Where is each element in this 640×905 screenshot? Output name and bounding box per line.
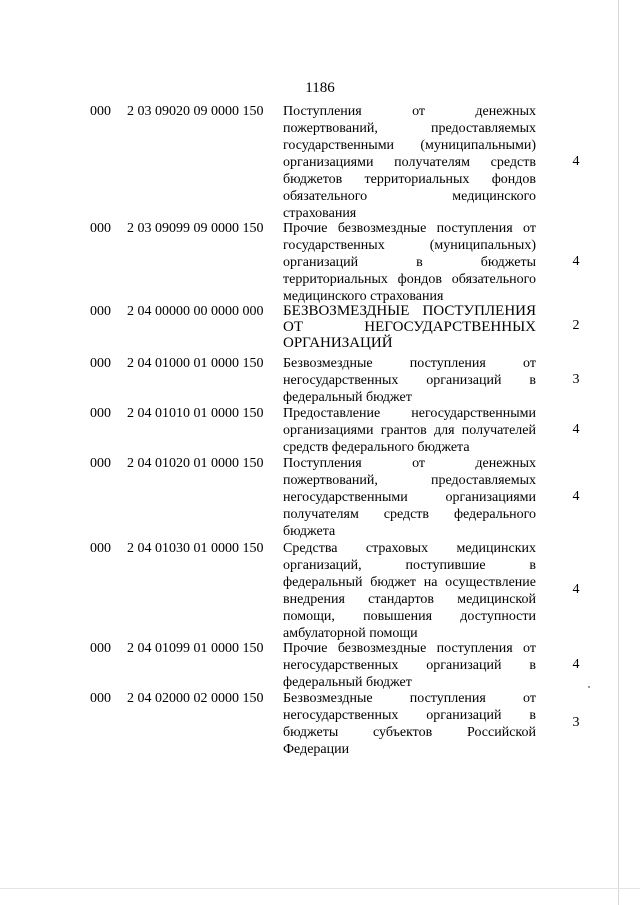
- budget-classification-code: 2 04 02000 02 0000 150: [127, 691, 264, 706]
- admin-code: 000: [90, 641, 111, 656]
- level-number: 4: [572, 582, 580, 597]
- description-line: бюджетов территориальных фондов: [283, 172, 536, 187]
- description-line: негосударственных организаций в: [283, 708, 536, 723]
- description-line: организациями получателям средств: [283, 155, 536, 170]
- admin-code: 000: [90, 541, 111, 556]
- description-line: помощи, повышения доступности: [283, 609, 536, 624]
- budget-classification-code: 2 03 09020 09 0000 150: [127, 104, 264, 119]
- income-description: [283, 640, 536, 691]
- description-line: медицинского страхования: [283, 289, 444, 304]
- level-number: 3: [572, 715, 580, 730]
- level-number: 4: [572, 154, 580, 169]
- description-line: Предоставление негосударственными: [283, 406, 536, 421]
- description-line: Поступления от денежных: [283, 104, 536, 119]
- scan-speck: [588, 686, 590, 688]
- budget-classification-code: 2 03 09099 09 0000 150: [127, 221, 264, 236]
- admin-code: 000: [90, 221, 111, 236]
- budget-classification-code: 2 04 01099 01 0000 150: [127, 641, 264, 656]
- description-line: ОРГАНИЗАЦИЙ: [283, 335, 393, 351]
- budget-classification-code: 2 04 01030 01 0000 150: [127, 541, 264, 556]
- description-line: получателям средств федерального: [283, 507, 536, 522]
- description-line: организаций в бюджеты: [283, 255, 536, 270]
- level-number: 4: [572, 254, 580, 269]
- description-line: Безвозмездные поступления от: [283, 691, 536, 706]
- description-line: амбулаторной помощи: [283, 626, 418, 641]
- description-line: Федерации: [283, 742, 350, 757]
- admin-code: 000: [90, 406, 111, 421]
- budget-classification-code: 2 04 01000 01 0000 150: [127, 356, 264, 371]
- description-line: БЕЗВОЗМЕЗДНЫЕ ПОСТУПЛЕНИЯ: [283, 303, 536, 319]
- admin-code: 000: [90, 356, 111, 371]
- income-description: [283, 540, 536, 642]
- admin-code: 000: [90, 304, 111, 319]
- description-line: федеральный бюджет на осуществление: [283, 575, 536, 590]
- budget-classification-code: 2 04 01010 01 0000 150: [127, 406, 264, 421]
- income-description: [283, 690, 536, 758]
- level-number: 4: [572, 657, 580, 672]
- budget-classification-code: 2 04 00000 00 0000 000: [127, 304, 264, 319]
- description-line: территориальных фондов обязательного: [283, 272, 536, 287]
- description-line: негосударственных организаций в: [283, 658, 536, 673]
- admin-code: 000: [90, 456, 111, 471]
- income-description: [283, 103, 536, 222]
- description-line: государственными (муниципальными): [283, 138, 536, 153]
- description-line: Поступления от денежных: [283, 456, 536, 471]
- description-line: организаций, поступившие в: [283, 558, 536, 573]
- description-line: организациями грантов для получателей: [283, 423, 536, 438]
- income-description: [283, 303, 536, 351]
- description-line: средств федерального бюджета: [283, 440, 470, 455]
- income-description: [283, 405, 536, 456]
- income-description: [283, 355, 536, 406]
- income-description: [283, 455, 536, 540]
- admin-code: 000: [90, 691, 111, 706]
- description-line: негосударственными организациями: [283, 490, 536, 505]
- level-number: 2: [572, 318, 580, 333]
- description-line: Прочие безвозмездные поступления от: [283, 641, 536, 656]
- income-description: [283, 220, 536, 305]
- description-line: бюджеты субъектов Российской: [283, 725, 536, 740]
- description-line: внедрения стандартов медицинской: [283, 592, 536, 607]
- description-line: государственных (муниципальных): [283, 238, 536, 253]
- description-line: ОТ НЕГОСУДАРСТВЕННЫХ: [283, 319, 536, 335]
- description-line: Прочие безвозмездные поступления от: [283, 221, 536, 236]
- level-number: 4: [572, 489, 580, 504]
- description-line: пожертвований, предоставляемых: [283, 473, 536, 488]
- level-number: 4: [572, 422, 580, 437]
- description-line: федеральный бюджет: [283, 390, 412, 405]
- description-line: Безвозмездные поступления от: [283, 356, 536, 371]
- description-line: негосударственных организаций в: [283, 373, 536, 388]
- description-line: федеральный бюджет: [283, 675, 412, 690]
- description-line: бюджета: [283, 524, 336, 539]
- description-line: обязательного медицинского: [283, 189, 536, 204]
- description-line: страхования: [283, 206, 357, 221]
- page-number: 1186: [305, 80, 335, 96]
- level-number: 3: [572, 372, 580, 387]
- description-line: пожертвований, предоставляемых: [283, 121, 536, 136]
- description-line: Средства страховых медицинских: [283, 541, 536, 556]
- scan-edge-line: [618, 0, 619, 905]
- admin-code: 000: [90, 104, 111, 119]
- budget-classification-code: 2 04 01020 01 0000 150: [127, 456, 264, 471]
- scan-bottom-line: [0, 888, 640, 889]
